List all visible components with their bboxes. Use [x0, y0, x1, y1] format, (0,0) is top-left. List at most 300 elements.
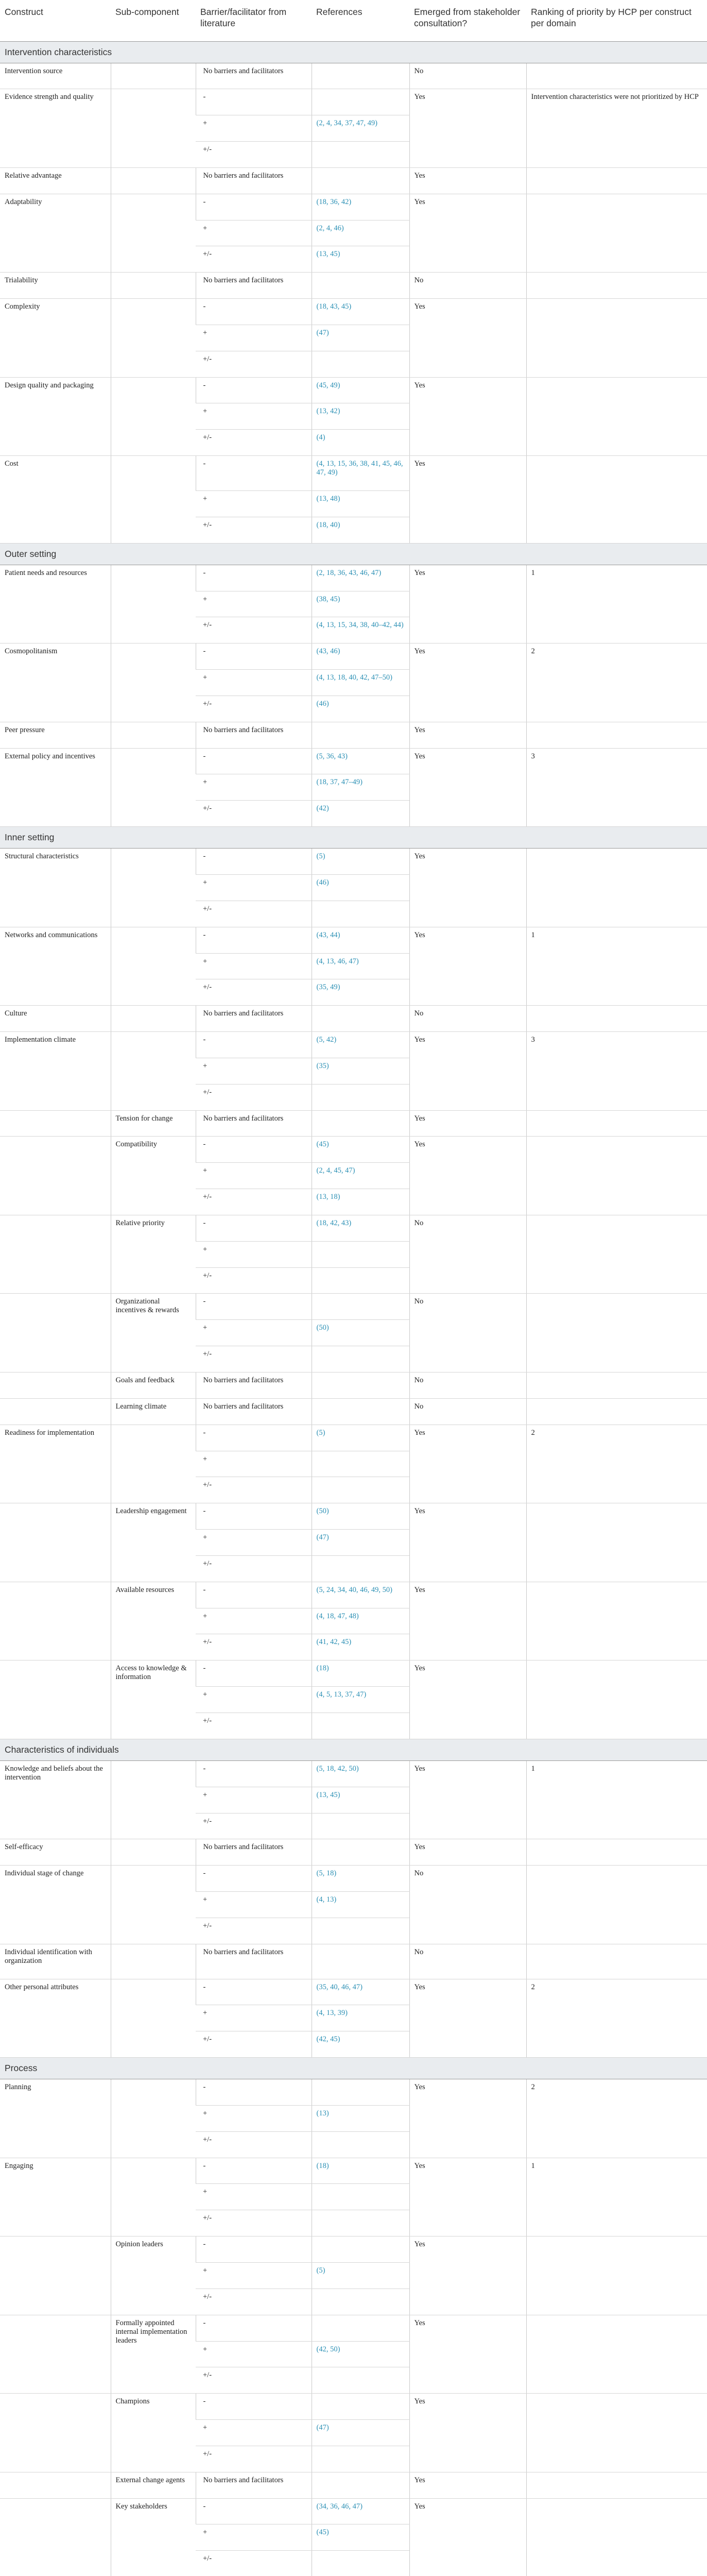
- barrier-cell: +: [196, 1530, 312, 1556]
- ranking-cell: [526, 1110, 707, 1137]
- ranking-cell: 2: [526, 1979, 707, 2058]
- domain-title: Inner setting: [0, 827, 707, 849]
- references-cell: [312, 2158, 409, 2184]
- barrier-cell: -: [196, 1032, 312, 1058]
- sub-component-cell: Champions: [111, 2394, 196, 2472]
- barrier-cell: +: [196, 1058, 312, 1084]
- barrier-cell: +/-: [196, 517, 312, 543]
- references-cell: [312, 325, 409, 351]
- construct-cell: [0, 2498, 111, 2576]
- barrier-cell: +: [196, 2184, 312, 2210]
- references-cell: [312, 2394, 409, 2420]
- ranking-cell: 3: [526, 1032, 707, 1111]
- reference-link[interactable]: (35, 40, 46, 47): [316, 1982, 363, 1991]
- reference-link[interactable]: (2, 4, 46): [316, 224, 344, 232]
- sub-component-cell: [111, 1760, 196, 1839]
- references-cell: [312, 2446, 409, 2472]
- references-cell: [312, 1944, 409, 1979]
- emerged-cell: Yes: [409, 1839, 526, 1866]
- barrier-cell: -: [196, 2079, 312, 2106]
- barrier-cell: -: [196, 456, 312, 491]
- emerged-cell: No: [409, 63, 526, 89]
- ranking-cell: [526, 1006, 707, 1032]
- reference-link[interactable]: (4, 5, 13, 37, 47): [316, 1690, 367, 1699]
- barrier-cell: +/-: [196, 2551, 312, 2576]
- sub-component-cell: Compatibility: [111, 1137, 196, 1215]
- references-cell: [312, 403, 409, 430]
- table-row: [0, 1503, 707, 1530]
- emerged-cell: Yes: [409, 1137, 526, 1215]
- reference-link[interactable]: (5): [316, 852, 325, 861]
- construct-cell: [0, 1398, 111, 1425]
- construct-cell: Complexity: [0, 299, 111, 378]
- barrier-cell: -: [196, 927, 312, 953]
- references-cell: [312, 670, 409, 696]
- table-row: [0, 1839, 707, 1866]
- references-cell: [312, 2420, 409, 2446]
- barrier-cell: No barriers and facilitators: [196, 2472, 312, 2498]
- reference-link[interactable]: (5): [316, 2266, 325, 2275]
- references-cell: [312, 2472, 409, 2498]
- sub-component-cell: [111, 722, 196, 748]
- references-cell: [312, 2131, 409, 2158]
- reference-link[interactable]: (42, 45): [316, 2035, 340, 2044]
- reference-link[interactable]: (2, 4, 34, 37, 47, 49): [316, 119, 377, 128]
- reference-link[interactable]: (41, 42, 45): [316, 1638, 352, 1647]
- emerged-cell: Yes: [409, 2158, 526, 2236]
- ranking-cell: 1: [526, 2158, 707, 2236]
- barrier-cell: -: [196, 1503, 312, 1530]
- references-cell: [312, 142, 409, 168]
- reference-link[interactable]: (47): [316, 1533, 329, 1542]
- domain-title: Characteristics of individuals: [0, 1739, 707, 1760]
- table-row: [0, 377, 707, 403]
- reference-link[interactable]: (18): [316, 1664, 329, 1673]
- construct-cell: Cosmopolitanism: [0, 643, 111, 722]
- sub-component-cell: [111, 927, 196, 1006]
- ranking-cell: [526, 722, 707, 748]
- ranking-cell: [526, 1503, 707, 1582]
- references-cell: [312, 1839, 409, 1866]
- references-cell: [312, 220, 409, 246]
- references-cell: [312, 2289, 409, 2315]
- reference-link[interactable]: (46): [316, 699, 329, 708]
- references-cell: [312, 246, 409, 273]
- table-row: [0, 2315, 707, 2341]
- barrier-cell: +: [196, 1451, 312, 1477]
- construct-cell: [0, 1503, 111, 1582]
- reference-link[interactable]: (13, 45): [316, 1790, 340, 1799]
- header-construct: Construct: [0, 0, 111, 41]
- construct-cell: [0, 1582, 111, 1660]
- table-row: [0, 2158, 707, 2184]
- ranking-cell: [526, 63, 707, 89]
- reference-link[interactable]: (13, 42): [316, 407, 340, 416]
- ranking-cell: 2: [526, 2079, 707, 2158]
- sub-component-cell: [111, 377, 196, 456]
- barrier-cell: +/-: [196, 2446, 312, 2472]
- sub-component-cell: [111, 1006, 196, 1032]
- sub-component-cell: [111, 849, 196, 927]
- reference-link[interactable]: (4, 13, 46, 47): [316, 957, 359, 965]
- table-row: [0, 1944, 707, 1979]
- sub-component-cell: Tension for change: [111, 1110, 196, 1137]
- emerged-cell: Yes: [409, 1032, 526, 1111]
- ranking-cell: 1: [526, 927, 707, 1006]
- references-cell: [312, 1372, 409, 1399]
- reference-link[interactable]: (5): [316, 1428, 325, 1437]
- barrier-cell: +/-: [196, 246, 312, 273]
- reference-link[interactable]: (4, 18, 47, 48): [316, 1612, 359, 1620]
- references-cell: [312, 1346, 409, 1372]
- sub-component-cell: Formally appointed internal implementation leaders: [111, 2315, 196, 2394]
- ranking-cell: [526, 1866, 707, 1944]
- barrier-cell: +: [196, 2341, 312, 2367]
- references-cell: [312, 1979, 409, 2005]
- barrier-cell: No barriers and facilitators: [196, 273, 312, 299]
- construct-cell: Adaptability: [0, 194, 111, 273]
- table-row: [0, 456, 707, 491]
- emerged-cell: Yes: [409, 1979, 526, 2058]
- sub-component-cell: [111, 1944, 196, 1979]
- emerged-cell: Yes: [409, 377, 526, 456]
- sub-component-cell: Learning climate: [111, 1398, 196, 1425]
- table-row: [0, 849, 707, 875]
- emerged-cell: No: [409, 1294, 526, 1372]
- barrier-cell: +: [196, 220, 312, 246]
- table-row: [0, 273, 707, 299]
- references-cell: [312, 1608, 409, 1634]
- barrier-cell: -: [196, 1582, 312, 1608]
- table-row: [0, 194, 707, 220]
- barrier-cell: +: [196, 2524, 312, 2551]
- barrier-cell: -: [196, 565, 312, 591]
- table-row: [0, 1425, 707, 1451]
- reference-link[interactable]: (45, 49): [316, 381, 340, 389]
- references-cell: [312, 1032, 409, 1058]
- barrier-cell: No barriers and facilitators: [196, 167, 312, 194]
- emerged-cell: No: [409, 1944, 526, 1979]
- construct-cell: Intervention source: [0, 63, 111, 89]
- reference-link[interactable]: (5, 18, 42, 50): [316, 1764, 359, 1773]
- sub-component-cell: [111, 194, 196, 273]
- sub-component-cell: [111, 299, 196, 378]
- construct-cell: Engaging: [0, 2158, 111, 2236]
- references-cell: [312, 1425, 409, 1451]
- references-cell: [312, 1006, 409, 1032]
- references-cell: [312, 953, 409, 979]
- barrier-cell: +: [196, 2420, 312, 2446]
- reference-link[interactable]: (46): [316, 878, 329, 887]
- barrier-cell: -: [196, 2394, 312, 2420]
- references-cell: [312, 1713, 409, 1739]
- emerged-cell: Yes: [409, 748, 526, 827]
- reference-link[interactable]: (4, 13, 18, 40, 42, 47–50): [316, 673, 392, 682]
- barrier-cell: -: [196, 377, 312, 403]
- reference-link[interactable]: (43, 44): [316, 930, 340, 939]
- construct-cell: [0, 1372, 111, 1399]
- ranking-cell: [526, 1294, 707, 1372]
- barrier-cell: +/-: [196, 1555, 312, 1582]
- barrier-cell: +/-: [196, 979, 312, 1006]
- ranking-cell: [526, 849, 707, 927]
- reference-link[interactable]: (4, 13, 39): [316, 2009, 348, 2018]
- barrier-cell: -: [196, 1866, 312, 1892]
- construct-cell: [0, 1660, 111, 1739]
- reference-link[interactable]: (50): [316, 1507, 329, 1516]
- reference-link[interactable]: (13, 18): [316, 1193, 340, 1201]
- emerged-cell: Yes: [409, 89, 526, 168]
- ranking-cell: 1: [526, 565, 707, 643]
- reference-link[interactable]: (5, 24, 34, 40, 46, 49, 50): [316, 1585, 392, 1594]
- sub-component-cell: Organizational incentives & rewards: [111, 1294, 196, 1372]
- sub-component-cell: Available resources: [111, 1582, 196, 1660]
- sub-component-cell: [111, 2079, 196, 2158]
- table-row: [0, 1137, 707, 1163]
- references-cell: [312, 1267, 409, 1294]
- references-cell: [312, 1137, 409, 1163]
- reference-link[interactable]: (2, 4, 45, 47): [316, 1166, 355, 1175]
- references-cell: [312, 2031, 409, 2058]
- references-cell: [312, 696, 409, 722]
- emerged-cell: Yes: [409, 2394, 526, 2472]
- ranking-cell: 1: [526, 1760, 707, 1839]
- sub-component-cell: [111, 748, 196, 827]
- reference-link[interactable]: (5, 36, 43): [316, 752, 348, 760]
- sub-component-cell: [111, 1032, 196, 1111]
- table-body: [0, 41, 707, 2576]
- table-row: [0, 2472, 707, 2498]
- references-cell: [312, 1163, 409, 1189]
- barrier-cell: +/-: [196, 1713, 312, 1739]
- references-cell: [312, 1582, 409, 1608]
- ranking-cell: [526, 1660, 707, 1739]
- reference-link[interactable]: (4, 13): [316, 1895, 337, 1904]
- references-cell: [312, 517, 409, 543]
- emerged-cell: Yes: [409, 643, 526, 722]
- emerged-cell: Yes: [409, 565, 526, 643]
- barrier-cell: -: [196, 1425, 312, 1451]
- construct-cell: [0, 1110, 111, 1137]
- table-row: [0, 63, 707, 89]
- domain-row: [0, 1739, 707, 1760]
- reference-link[interactable]: (13): [316, 2109, 329, 2117]
- domain-row: [0, 827, 707, 849]
- ranking-cell: [526, 377, 707, 456]
- barrier-cell: +: [196, 491, 312, 517]
- construct-cell: [0, 2472, 111, 2498]
- barrier-cell: +: [196, 1241, 312, 1267]
- reference-link[interactable]: (42): [316, 804, 329, 813]
- domain-title: Outer setting: [0, 543, 707, 565]
- header-references: References: [312, 0, 409, 41]
- sub-component-cell: [111, 63, 196, 89]
- references-cell: [312, 1634, 409, 1660]
- barrier-cell: +/-: [196, 430, 312, 456]
- construct-cell: [0, 2394, 111, 2472]
- reference-link[interactable]: (18, 36, 42): [316, 197, 352, 206]
- barrier-cell: +/-: [196, 801, 312, 827]
- barrier-cell: +/-: [196, 1813, 312, 1839]
- sub-component-cell: [111, 167, 196, 194]
- references-cell: [312, 1084, 409, 1110]
- ranking-cell: [526, 1944, 707, 1979]
- table-row: [0, 1866, 707, 1892]
- reference-link[interactable]: (45): [316, 1140, 329, 1149]
- table-row: [0, 299, 707, 325]
- sub-component-cell: [111, 89, 196, 168]
- header-barrier-facilitator: Barrier/facilitator from literature: [196, 0, 312, 41]
- barrier-cell: +: [196, 774, 312, 801]
- reference-link[interactable]: (35, 49): [316, 983, 340, 992]
- emerged-cell: No: [409, 1372, 526, 1399]
- reference-link[interactable]: (18): [316, 2161, 329, 2170]
- emerged-cell: Yes: [409, 456, 526, 544]
- ranking-cell: [526, 194, 707, 273]
- references-cell: [312, 849, 409, 875]
- references-cell: [312, 901, 409, 927]
- reference-link[interactable]: (18, 40): [316, 520, 340, 529]
- emerged-cell: Yes: [409, 1425, 526, 1503]
- references-cell: [312, 1503, 409, 1530]
- construct-cell: Readiness for implementation: [0, 1425, 111, 1503]
- reference-link[interactable]: (2, 18, 36, 43, 46, 47): [316, 568, 382, 577]
- references-cell: [312, 2498, 409, 2524]
- reference-link[interactable]: (4, 13, 15, 34, 38, 40–42, 44): [316, 621, 404, 630]
- table-row: [0, 1032, 707, 1058]
- reference-link[interactable]: (5, 42): [316, 1036, 337, 1044]
- emerged-cell: Yes: [409, 1760, 526, 1839]
- sub-component-cell: Access to knowledge & information: [111, 1660, 196, 1739]
- barrier-cell: +: [196, 2005, 312, 2031]
- sub-component-cell: [111, 565, 196, 643]
- barrier-cell: No barriers and facilitators: [196, 1110, 312, 1137]
- barrier-cell: -: [196, 1294, 312, 1320]
- reference-link[interactable]: (4): [316, 433, 325, 442]
- references-cell: [312, 774, 409, 801]
- barrier-cell: +/-: [196, 2289, 312, 2315]
- reference-link[interactable]: (4, 13, 15, 36, 38, 41, 45, 46, 47, 49): [316, 460, 403, 477]
- reference-link[interactable]: (35): [316, 1061, 329, 1070]
- emerged-cell: Yes: [409, 849, 526, 927]
- reference-link[interactable]: (43, 46): [316, 647, 340, 656]
- table-row: [0, 1215, 707, 1241]
- construct-cell: Individual identification with organization: [0, 1944, 111, 1979]
- references-cell: [312, 1918, 409, 1944]
- references-cell: [312, 1660, 409, 1687]
- references-cell: [312, 2236, 409, 2263]
- emerged-cell: Yes: [409, 1582, 526, 1660]
- barrier-cell: -: [196, 849, 312, 875]
- table-row: [0, 2498, 707, 2524]
- barrier-cell: +: [196, 953, 312, 979]
- construct-cell: Culture: [0, 1006, 111, 1032]
- barrier-cell: +/-: [196, 696, 312, 722]
- sub-component-cell: Goals and feedback: [111, 1372, 196, 1399]
- sub-component-cell: [111, 273, 196, 299]
- construct-cell: Patient needs and resources: [0, 565, 111, 643]
- ranking-cell: [526, 167, 707, 194]
- reference-link[interactable]: (13, 48): [316, 495, 340, 503]
- references-cell: [312, 2005, 409, 2031]
- emerged-cell: No: [409, 1006, 526, 1032]
- references-cell: [312, 2551, 409, 2576]
- construct-cell: Individual stage of change: [0, 1866, 111, 1944]
- barrier-cell: +: [196, 1787, 312, 1813]
- references-cell: [312, 1787, 409, 1813]
- barrier-cell: +: [196, 403, 312, 430]
- domain-row: [0, 543, 707, 565]
- sub-component-cell: External change agents: [111, 2472, 196, 2498]
- barrier-cell: No barriers and facilitators: [196, 1372, 312, 1399]
- table-row: [0, 89, 707, 115]
- table-row: [0, 927, 707, 953]
- construct-cell: Design quality and packaging: [0, 377, 111, 456]
- reference-link[interactable]: (47): [316, 2424, 329, 2432]
- barrier-cell: +/-: [196, 1267, 312, 1294]
- barrier-cell: +/-: [196, 1477, 312, 1503]
- reference-link[interactable]: (42, 50): [316, 2345, 340, 2353]
- reference-link[interactable]: (5, 18): [316, 1869, 337, 1878]
- sub-component-cell: [111, 1866, 196, 1944]
- references-cell: [312, 1189, 409, 1215]
- reference-link[interactable]: (34, 36, 46, 47): [316, 2502, 363, 2511]
- references-cell: [312, 1398, 409, 1425]
- references-cell: [312, 722, 409, 748]
- barrier-cell: -: [196, 2158, 312, 2184]
- reference-link[interactable]: (38, 45): [316, 595, 340, 603]
- reference-link[interactable]: (18, 43, 45): [316, 302, 352, 311]
- barrier-cell: No barriers and facilitators: [196, 1398, 312, 1425]
- barrier-cell: +: [196, 1320, 312, 1346]
- construct-cell: Networks and communications: [0, 927, 111, 1006]
- reference-link[interactable]: (13, 45): [316, 250, 340, 259]
- ranking-cell: [526, 456, 707, 544]
- barrier-cell: +/-: [196, 901, 312, 927]
- ranking-cell: [526, 1137, 707, 1215]
- table-row: [0, 1110, 707, 1137]
- references-cell: [312, 801, 409, 827]
- references-cell: [312, 1760, 409, 1787]
- construct-cell: Evidence strength and quality: [0, 89, 111, 168]
- barrier-cell: No barriers and facilitators: [196, 1944, 312, 1979]
- barrier-cell: -: [196, 1660, 312, 1687]
- sub-component-cell: Leadership engagement: [111, 1503, 196, 1582]
- header-sub-component: Sub-component: [111, 0, 196, 41]
- references-cell: [312, 2184, 409, 2210]
- ranking-cell: [526, 1215, 707, 1294]
- reference-link[interactable]: (18, 37, 47–49): [316, 778, 363, 787]
- reference-link[interactable]: (47): [316, 328, 329, 337]
- barrier-cell: +/-: [196, 2367, 312, 2394]
- table-header: [0, 0, 707, 41]
- construct-cell: [0, 1215, 111, 1294]
- barrier-cell: +/-: [196, 1346, 312, 1372]
- reference-link[interactable]: (50): [316, 1324, 329, 1332]
- sub-component-cell: [111, 643, 196, 722]
- references-cell: [312, 1530, 409, 1556]
- reference-link[interactable]: (18, 42, 43): [316, 1218, 352, 1227]
- barrier-cell: No barriers and facilitators: [196, 1839, 312, 1866]
- table-row: [0, 1006, 707, 1032]
- references-cell: [312, 299, 409, 325]
- barrier-cell: +: [196, 1163, 312, 1189]
- emerged-cell: No: [409, 1398, 526, 1425]
- table-row: [0, 1760, 707, 1787]
- reference-link[interactable]: (45): [316, 2528, 329, 2537]
- construct-cell: Trialability: [0, 273, 111, 299]
- emerged-cell: Yes: [409, 167, 526, 194]
